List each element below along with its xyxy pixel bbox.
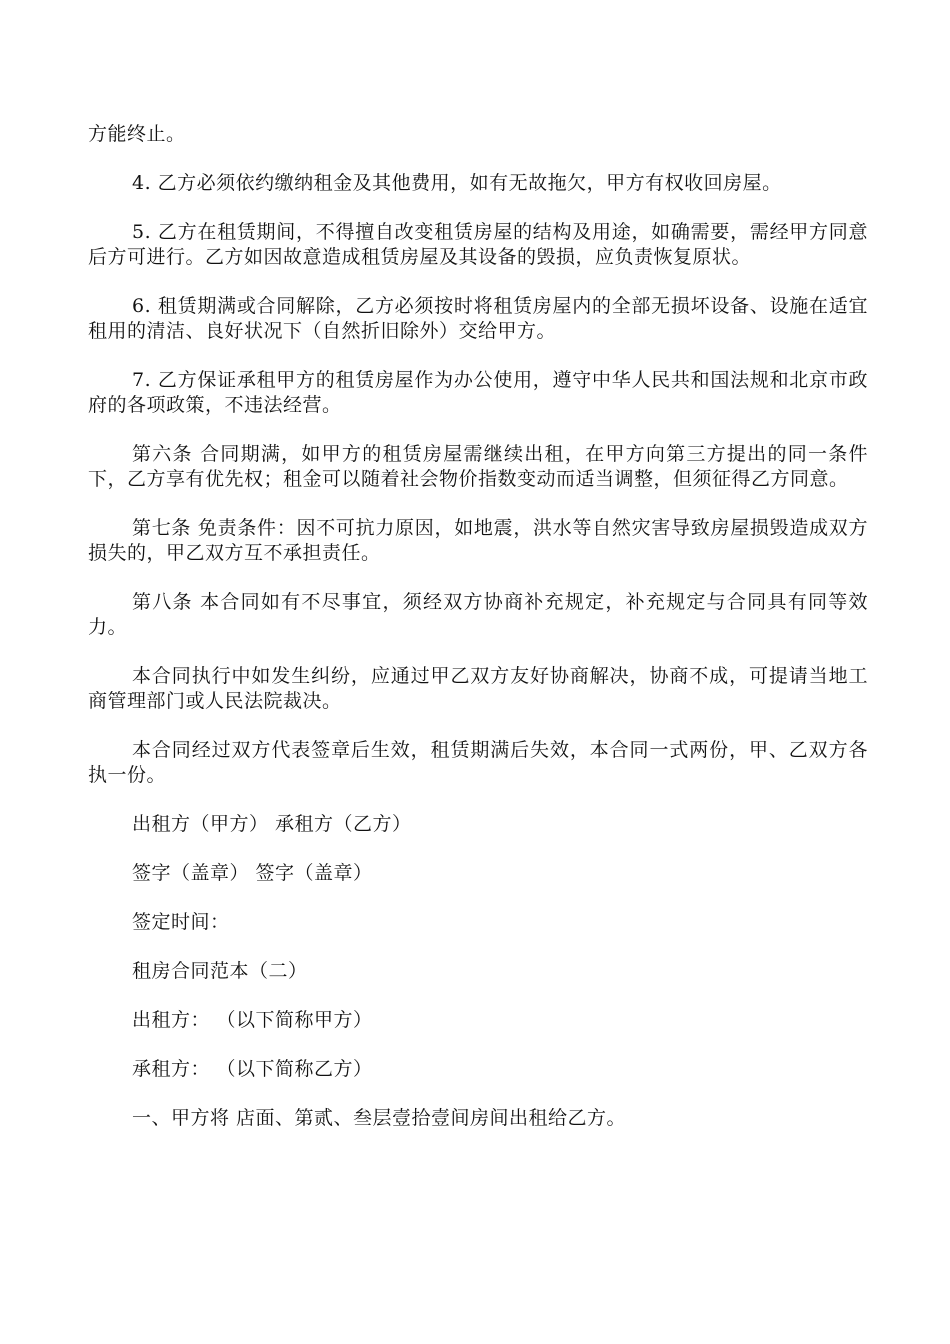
paragraph-item-1: 一、甲方将 店面、第贰、叁层壹拾壹间房间出租给乙方。	[132, 1107, 627, 1129]
paragraph-continuation: 方能终止。	[88, 123, 186, 145]
paragraph-dispute: 本合同执行中如发生纠纷，应通过甲乙双方友好协商解决，协商不成，可提请当地工商管理部门或人民法院裁决。	[88, 665, 868, 712]
paragraph-article-8: 第八条 本合同如有不尽事宜，须经双方协商补充规定，补充规定与合同具有同等效力。	[88, 591, 868, 638]
document-body	[88, 122, 868, 1155]
signature-parties: 出租方（甲方） 承租方（乙方）	[132, 813, 412, 835]
paragraph-article-7: 第七条 免责条件：因不可抗力原因，如地震，洪水等自然灾害导致房屋损毁造成双方损失的，甲乙双方互不承担责任。	[88, 517, 868, 564]
lessor-line: 出租方： （以下简称甲方）	[132, 1009, 373, 1031]
paragraph-article-6: 第六条 合同期满，如甲方的租赁房屋需继续出租，在甲方向第三方提出的同一条件下，乙方享有优先权；租金可以随着社会物价指数变动而适当调整，但须征得乙方同意。	[88, 443, 868, 490]
lessee-line: 承租方： （以下简称乙方）	[132, 1058, 373, 1080]
paragraph-clause-6: 6. 租赁期满或合同解除，乙方必须按时将租赁房屋内的全部无损坏设备、设施在适宜租用的清洁、良好状况下（自然折旧除外）交给甲方。	[88, 295, 868, 342]
paragraph-clause-4: 4. 乙方必须依约缴纳租金及其他费用，如有无故拖欠，甲方有权收回房屋。	[132, 172, 782, 194]
paragraph-effect: 本合同经过双方代表签章后生效，租赁期满后失效，本合同一式两份，甲、乙双方各执一份。	[88, 739, 868, 786]
paragraph-clause-5: 5. 乙方在租赁期间，不得擅自改变租赁房屋的结构及用途，如确需要，需经甲方同意后方可进行。乙方如因故意造成租赁房屋及其设备的毁损，应负责恢复原状。	[88, 221, 868, 268]
paragraph-clause-7: 7. 乙方保证承租甲方的租赁房屋作为办公使用，遵守中华人民共和国法规和北京市政府的各项政策，不违法经营。	[88, 369, 868, 416]
signature-seal: 签字（盖章） 签字（盖章）	[132, 862, 373, 884]
section-title: 租房合同范本（二）	[132, 960, 308, 982]
signing-date: 签定时间：	[132, 911, 230, 933]
